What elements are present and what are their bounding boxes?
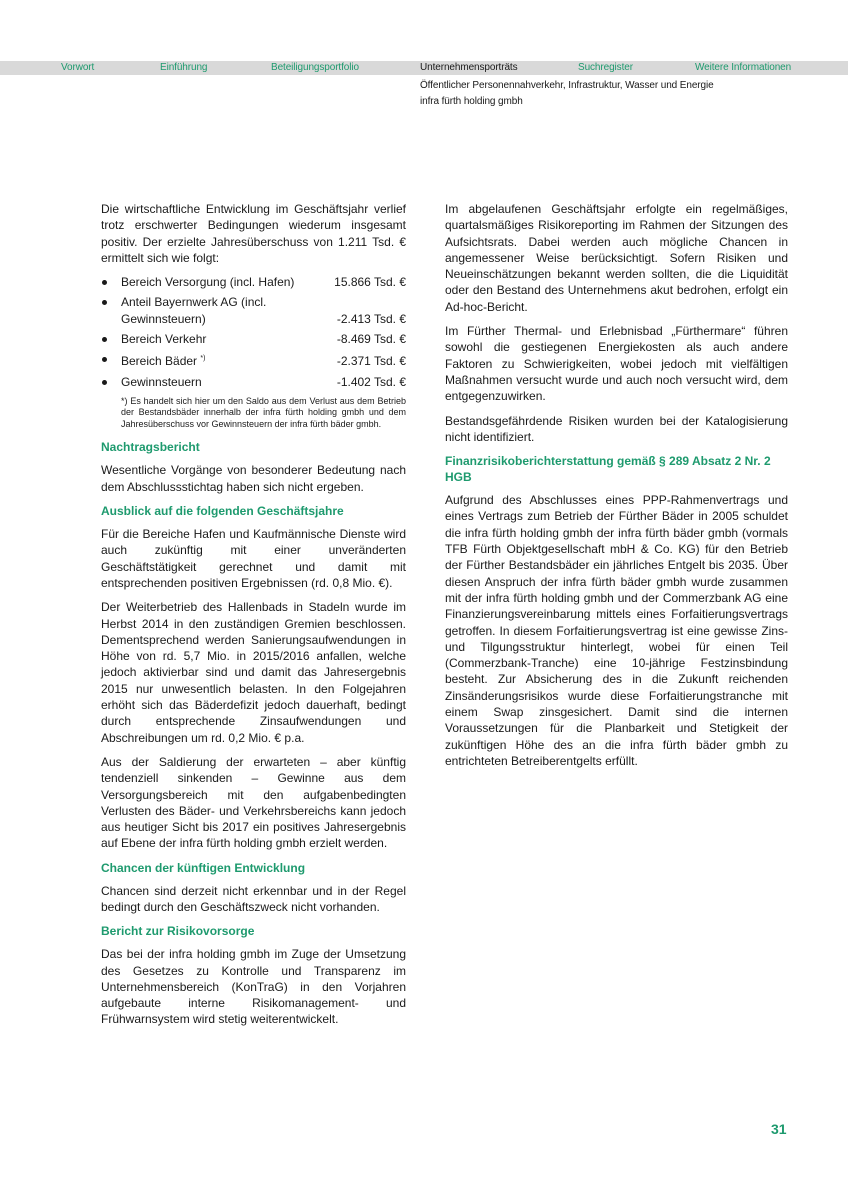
item-value: -1.402 Tsd. € [336, 374, 406, 389]
nav-unternehmensportraets[interactable]: Unternehmensporträts [420, 62, 518, 73]
item-label [121, 351, 311, 369]
result-breakdown-list [101, 274, 406, 390]
paragraph: Im abgelaufenen Geschäftsjahr erfolgte ein regelmäßiges, quartalsmäßiges Risikoreporting im Rahmen der Sitzungen des Aufsichtsrats. Dabei werden auch mögliche Chancen in angemessener Weise berücksichtigt. Sofern Risiken und Neueinschätzungen bekannt werden sollten, die die Liquidität oder den Bestand des Unternehmens akut bedrohen, erfolgt ein Ad-hoc-Bericht. [445, 202, 788, 314]
paragraph: Im Fürther Thermal- und Erlebnisbad „Fürthermare“ führen sowohl die gestiegenen Energiekosten als auch andere Faktoren zu Schwierigkeiten, wobei jedoch mit vielfältigen Maßnahmen versucht wurde und auch noch versucht wird, dem entgegenzuwirken. [445, 324, 788, 404]
list-item [101, 374, 406, 390]
nav-suchregister[interactable]: Suchregister [578, 62, 633, 73]
paragraph: Aus der Saldierung der erwarteten – aber künftig tendenziell sinkenden – Gewinne aus dem Versorgungsbereich mit den aufgabenbedingten Verlusten des Bäder- und Verkehrsbereichs kann jedoch aus heutiger Sicht bis 2017 ein positives Jahresergebnis auf Ebene der infra fürth holding gmbh erzielt werden. [101, 754, 406, 851]
paragraph: Chancen sind derzeit nicht erkennbar und in der Regel bedingt durch den Geschäftszweck nicht vorhanden. [101, 883, 406, 914]
nav-einfuehrung[interactable]: Einführung [160, 62, 208, 73]
list-item [101, 331, 406, 347]
paragraph: Aufgrund des Abschlusses eines PPP-Rahmenvertrags und eines Vertrags zum Betrieb der Fürther Bäder in 2005 schuldet die infra fürth holding gmbh der infra fürth bäder gmbh (vormals TFB Fürth Objektgesellschaft mbH & Co. KG) für den Betrieb der Fürther Bestandsbäder ein jährliches Entgelt bis 2035. Über diesen Anspruch der infra fürth bäder gmbh wurde zusammen mit der infra fürth holding gmbh und der Commerzbank AG eine Finanzierungsvereinbarung mittels eines Forfaitierungsvertrags getroffen. In diesem Forfaitierungsvertrag ist eine gewisse Zins- und Tilgungsstruktur hinterlegt, wobei für einen Teil (Commerzbank-Tranche) eine 10-jährige Festzinsbindung besteht. Zur Absicherung des in die Zukunft reichenden Zinsänderungsrisikos wurde diese Forfaitierungstranche mit einem Swap zinsgesichert. Damit sind die internen Voraussetzungen für die Planbarkeit und Stetigkeit der zukünftigen Höhe des an die infra fürth bäder gmbh zu entrichteten Betreiberentgelts erfüllt. [445, 493, 788, 768]
paragraph: Das bei der infra holding gmbh im Zuge der Umsetzung des Gesetzes zu Kontrolle und Transparenz im Unternehmensbereich (KonTraG) in den Vorjahren aufgebaute interne Risikomanagement- und Frühwarnsystem wird stetig weiterentwickelt. [101, 947, 406, 1027]
item-value: -8.469 Tsd. € [336, 332, 406, 347]
intro-paragraph: Die wirtschaftliche Entwicklung im Geschäftsjahr verlief trotz erschwerter Bedingungen wiederum insgesamt positiv. Der erzielte Jahresüberschuss von 1.211 Tsd. € ermittelt sich wie folgt: [101, 202, 406, 265]
list-item [101, 351, 406, 369]
footnote: *) Es handelt sich hier um den Saldo aus dem Verlust aus dem Betrieb der Bestandsbäder innerhalb der infra fürth holding gmbh und dem Jahresüberschuss vor Gewinnsteuern der infra fürth bäder gmbh. [121, 395, 406, 429]
nav-beteiligungsportfolio[interactable]: Beteiligungsportfolio [271, 62, 359, 73]
section-navigation [0, 61, 848, 75]
paragraph: Wesentliche Vorgänge von besonderer Bedeutung nach dem Abschlussstichtag haben sich nicht ergeben. [101, 463, 406, 494]
paragraph: Bestandsgefährdende Risiken wurden bei der Katalogisierung nicht identifiziert. [445, 413, 788, 444]
paragraph: Für die Bereiche Hafen und Kaufmännische Dienste wird auch zukünftig mit einer unveränderten Geschäftstätigkeit gerechnet und damit mit entsprechenden positiven Ergebnissen (rd. 0,8 Mio. €). [101, 527, 406, 590]
nav-vorwort[interactable]: Vorwort [61, 62, 95, 73]
list-item [101, 274, 406, 290]
list-item [101, 294, 406, 327]
left-column [101, 201, 406, 1036]
item-value: 15.866 Tsd. € [334, 275, 406, 290]
item-label: Bereich Versorgung (incl. Hafen) [121, 275, 295, 290]
item-value: -2.413 Tsd. € [336, 311, 406, 326]
bullet-icon [102, 357, 107, 362]
bullet-icon [102, 280, 107, 285]
page-number: 31 [771, 1121, 787, 1137]
item-label-text: Bereich Bäder [121, 354, 198, 369]
item-label: Anteil Bayernwerk AG (incl. Gewinnsteuern) [121, 295, 267, 326]
nav-weitere-informationen[interactable]: Weitere Informationen [695, 62, 792, 73]
section-subtitle: Öffentlicher Personennahverkehr, Infrastruktur, Wasser und Energie [420, 80, 714, 91]
footnote-marker: *) [200, 355, 206, 363]
heading-risikovorsorge: Bericht zur Risikovorsorge [101, 924, 255, 939]
heading-ausblick: Ausblick auf die folgenden Geschäftsjahre [101, 504, 344, 519]
paragraph: Der Weiterbetrieb des Hallenbads in Stadeln wurde im Herbst 2014 in den zuständigen Gremien beschlossen. Dementsprechend werden Sanierungsaufwendungen in Höhe von rd. 5,7 Mio. in 2015/2016 anfallen, welche jedoch aktivierbar sind und damit das Jahresergebnis 2015 nur unwesentlich belasten. In den Folgejahren erhöht sich das Bäderdefizit jedoch dauerhaft, bedingt durch entsprechende Zinsaufwendungen und Abschreibungen um rd. 0,2 Mio. € p.a. [101, 600, 406, 745]
bullet-icon [102, 380, 107, 385]
bullet-icon [102, 300, 107, 305]
right-column [445, 201, 788, 777]
bullet-icon [102, 337, 107, 342]
item-label: Bereich Verkehr [121, 332, 207, 347]
item-label: Gewinnsteuern [121, 374, 202, 389]
item-value: -2.371 Tsd. € [336, 354, 406, 369]
heading-chancen: Chancen der künftigen Entwicklung [101, 860, 306, 875]
company-subtitle: infra fürth holding gmbh [420, 96, 523, 107]
heading-nachtragsbericht: Nachtragsbericht [101, 440, 200, 455]
heading-finanzrisikoberichterstattung: Finanzrisikoberichterstattung gemäß § 289 Absatz 2 Nr. 2 HGB [445, 454, 771, 485]
